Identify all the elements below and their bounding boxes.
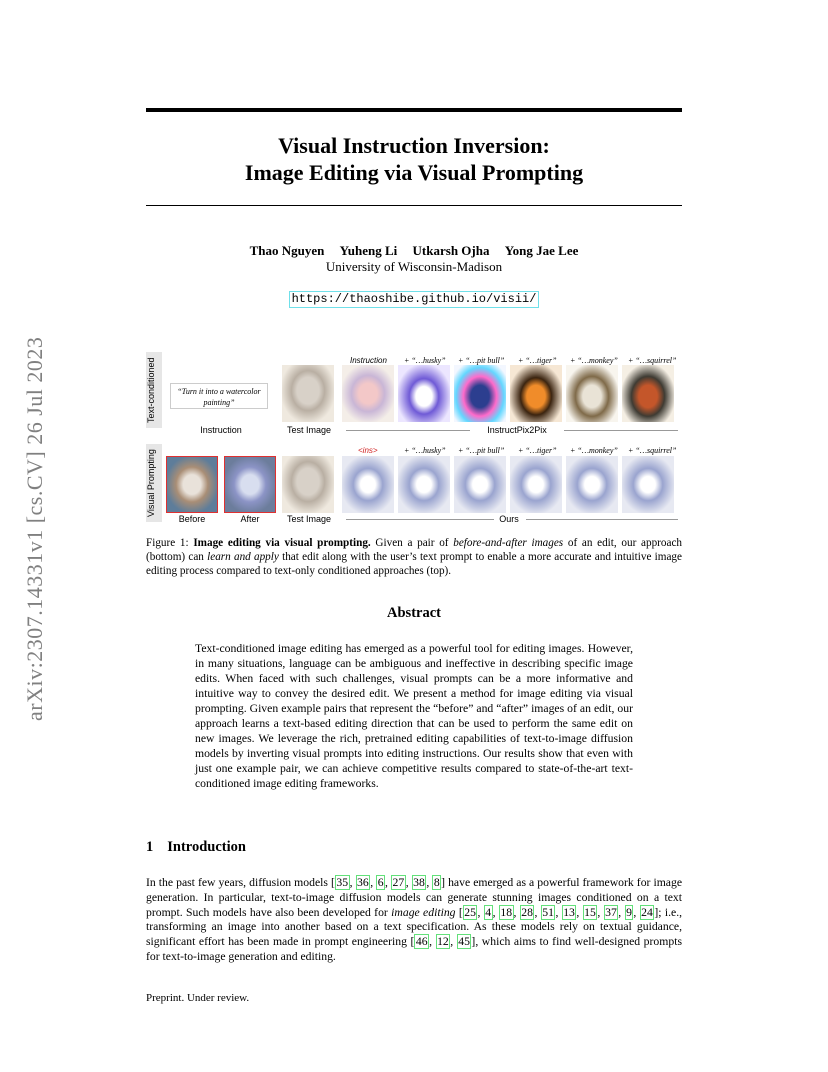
row1-top-label: + “…tiger” [518, 356, 557, 365]
row1-top-label: + “…squirrel” [628, 356, 677, 365]
caption-bold: Image editing via visual prompting. [193, 537, 371, 549]
row2-top-label: + “…pit bull” [458, 446, 505, 455]
before-image [166, 456, 218, 513]
row1-top-label: Instruction [350, 356, 387, 365]
footer-note: Preprint. Under review. [146, 992, 250, 1004]
citation-link[interactable]: 37 [605, 905, 617, 919]
row2-top-label: <ins> [358, 446, 378, 455]
project-link[interactable]: https://thaoshibe.github.io/visii/ [289, 291, 540, 308]
row2-top-label: + “…squirrel” [628, 446, 677, 455]
section-heading [146, 839, 246, 856]
result-watercolor-cat [342, 365, 394, 422]
project-url-wrap [146, 289, 682, 308]
section-title: Introduction [167, 839, 246, 855]
citation-link[interactable]: 12 [437, 935, 449, 949]
result-pitbull [454, 365, 506, 422]
intro-text: [ [458, 905, 463, 919]
row2-top-label: + “…monkey” [570, 446, 618, 455]
bracket-line [564, 430, 678, 431]
ours-result [454, 456, 506, 513]
row2-caption-test-image: Test Image [286, 514, 332, 524]
bracket-line [526, 519, 678, 520]
title-line-2: Image Editing via Visual Prompting [244, 160, 584, 185]
intro-text: In the past few years, diffusion models [ [146, 876, 335, 889]
affiliation: University of Wisconsin-Madison [325, 259, 503, 274]
ours-result [566, 456, 618, 513]
author-list [146, 243, 682, 259]
bracket-line [346, 519, 494, 520]
author: Thao Nguyen [249, 243, 325, 258]
row1-top-label: + “…monkey” [570, 356, 618, 365]
ours-result [398, 456, 450, 513]
caption-text: that edit along with the user’s text prompt to enable a more accurate and intuitive image editing process compared to text-only conditioned approaches (top). [146, 551, 682, 577]
citation-link[interactable]: 51 [542, 905, 554, 919]
intro-text: ]; i.e., transforming an image into another based on a text specification. As these models rely on textual guidance, significant effort has been made in prompt engineering [ [146, 905, 683, 949]
citation-link[interactable]: 9 [626, 905, 632, 919]
test-image-cat [282, 365, 334, 422]
caption-italic: learn and apply [207, 551, 279, 563]
citation-link[interactable]: 27 [392, 876, 405, 889]
intro-text: ] have emerged as a powerful framework for image generation. In particular, text-to-image diffusion models can generate stunning images conditioned on a text prompt. Such models have also been developed for [146, 876, 683, 919]
result-husky [398, 365, 450, 422]
row1-caption-test-image: Test Image [286, 425, 332, 435]
citation-link[interactable]: 15 [584, 905, 596, 919]
arxiv-identifier: arXiv:2307.14331v1 [cs.CV] 26 Jul 2023 [22, 336, 47, 721]
result-tiger [510, 365, 562, 422]
row1-caption-instructpix2pix: InstructPix2Pix [487, 425, 547, 435]
result-squirrel [622, 365, 674, 422]
citation-link[interactable]: 6 [377, 876, 384, 889]
after-image [224, 456, 276, 513]
abstract-body: Text-conditioned image editing has emerged as a powerful tool for editing images. However, in many situations, language can be ambiguous and ineffective in describing specific image edits. When faced with such challenges, visual prompts can be a more informative and intuitive way to convey the desired edit. We present a method for image editing via visual prompting. Given example pairs that represent the “before” and “after” images of an edit, our approach learns a text-based editing direction that can be used to perform the same edit on new images. We leverage the rich, pretrained editing capabilities of text-to-image diffusion models by inverting visual prompts into editing instructions. Our results show that even with just one example pair, we can achieve competitive results compared to state-of-the-art text-conditioned image editing frameworks. [195, 642, 633, 790]
citation-link[interactable]: 8 [433, 876, 440, 889]
row2-caption-before: Before [178, 514, 206, 524]
introduction-paragraph: In the past few years, diffusion models [ 35 , 36 , 6 , 27 , 38 , 8 ] have emerged as a powerful framework for image generation. In particular, text-to-image diffusion models can generate stunning images conditioned on a text prompt. Such models have also been developed for image editing [ 25 , 4 , 18 , 28 , 51 , 13 , 15 , 37 , 9 , 24 ]; i.e., transforming an image into another based on a text specification. As these models rely on textual guidance, significant effort has been made in prompt engineering [ 46 , 12 , 45 ], which aims to find well-designed prompts for text-to-image generation and editing. [146, 876, 683, 963]
row-label-visual-prompting: Visual Prompting [146, 444, 162, 522]
result-monkey [566, 365, 618, 422]
row2-caption-ours: Ours [499, 514, 519, 524]
abstract-heading: Abstract [387, 605, 441, 621]
ours-result [622, 456, 674, 513]
bracket-line [346, 430, 470, 431]
figure-caption [146, 536, 682, 578]
row-label-text-conditioned: Text-conditioned [146, 352, 162, 428]
citation-link[interactable]: 28 [521, 905, 533, 919]
citation-link[interactable]: 4 [485, 905, 492, 919]
citation-link[interactable]: 25 [464, 905, 476, 919]
author: Utkarsh Ojha [412, 243, 490, 258]
intro-italic: image editing [391, 905, 456, 919]
title-rule-top [146, 108, 682, 112]
citation-link[interactable]: 36 [357, 876, 369, 889]
row1-top-label: + “…husky” [404, 356, 446, 365]
citation-link[interactable]: 13 [563, 905, 575, 919]
row1-caption-instruction: Instruction [200, 425, 242, 435]
caption-label: Figure 1: [146, 537, 189, 549]
figure-1 [146, 352, 682, 528]
row1-top-label: + “…pit bull” [458, 356, 505, 365]
citation-link[interactable]: 46 [415, 935, 428, 949]
paper-title [146, 132, 682, 186]
citation-link[interactable]: 38 [413, 876, 425, 889]
ours-result [342, 456, 394, 513]
row2-top-label: + “…tiger” [518, 446, 557, 455]
citation-link[interactable]: 35 [336, 876, 349, 889]
ours-result [510, 456, 562, 513]
title-line-1: Visual Instruction Inversion: [278, 133, 550, 158]
author: Yong Jae Lee [504, 243, 579, 258]
intro-text: ], which aims to find well-designed prompts for text-to-image generation and editing. [146, 935, 682, 963]
title-rule-bottom [146, 205, 682, 206]
citation-link[interactable]: 24 [641, 905, 653, 919]
author: Yuheng Li [339, 243, 398, 258]
caption-text: of an edit, our approach (bottom) can [146, 537, 683, 563]
row2-top-label: + “…husky” [404, 446, 446, 455]
caption-text: Given a pair of [375, 537, 449, 549]
test-image-cat [282, 456, 334, 513]
instruction-text-box: “Turn it into a watercolor painting” [170, 383, 268, 409]
caption-italic: before-and-after images [453, 537, 564, 549]
section-number: 1 [146, 839, 154, 855]
citation-link[interactable]: 45 [458, 935, 470, 949]
row2-caption-after: After [240, 514, 260, 524]
citation-link[interactable]: 18 [500, 905, 513, 919]
